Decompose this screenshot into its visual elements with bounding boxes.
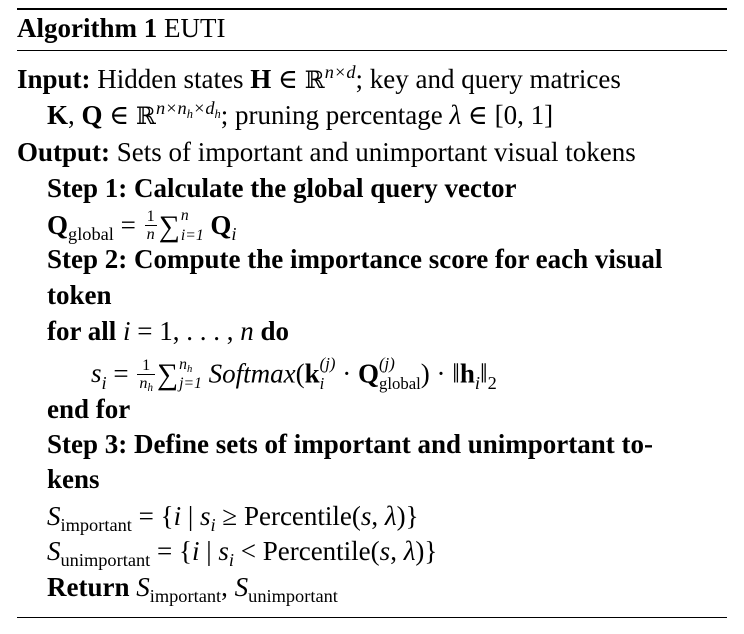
fraction-1-over-nh: $\frac{1}{n_h}$ [139,355,153,395]
important-subscript-2: important [149,586,222,607]
math-lambda: λ [449,100,462,130]
output-label: Output: [17,137,111,167]
output-line [17,136,636,168]
percentile-text-1: Percentile [243,501,352,531]
step2-title-2 [47,279,112,311]
math-KQ: K [47,100,69,130]
step3-title-1 [47,428,653,460]
return-keyword: Return [47,572,130,602]
header-rule [17,50,727,51]
end-for-line [47,393,130,425]
bottom-rule [17,617,727,618]
input-label: Input: [17,64,91,94]
algorithm-caption [17,12,225,44]
input-text-1: Hidden states [97,64,244,94]
end-for-keyword: end for [47,394,131,424]
global-subscript-1: global [68,224,114,245]
for-line: for all i = 1, . . . , n do [47,316,290,346]
step2-title-1 [47,243,662,275]
math-reals: ℝ [304,66,325,94]
step1-title [47,172,516,204]
input-line-2: K, Q ∈ ℝ$^{n\times n_h\times d_h}$; pruning percentage λ ∈ [0, 1] [47,97,554,130]
math-H: H [250,64,272,94]
unimportant-subscript-2: unimportant [248,586,338,607]
top-rule [17,8,727,10]
return-line: Return $S_{important}$, $S_{unimportant}$ [47,572,338,607]
do-keyword: do [260,316,290,346]
step2-label-a: Step 2: Compute the importance score for each visual [47,244,663,274]
important-subscript-1: important [60,515,132,536]
unimportant-set: $S_{unimportant} = \{i$ | $s_i$ < Percentile(s, λ)} [47,536,438,571]
fraction-1-over-n: $\frac{1}{n}$ [146,207,155,244]
algorithm-label: Algorithm 1 [17,13,158,43]
math-dims-2: n×nh×dh [155,97,221,122]
important-set: $S_{important} = \{i$ | $s_i$ ≥ Percentile(s, λ)} [47,501,419,536]
input-text-2: ; key and query matrices [355,64,621,94]
step3-title-2 [47,463,100,495]
softmax-text: Softmax [208,358,296,389]
output-text: Sets of important and unimportant visual tokens [116,137,636,167]
step1-label: Step 1: Calculate the global query vector [47,173,517,203]
input-line-1: Input: Hidden states H ∈ ℝ$^{n\times d}$; key and query matrices [17,61,621,94]
step1-formula: $Q_{global}$ = $\frac{1}{n}$ ∑ n i=1 $Q_i$ [47,207,237,245]
unimportant-subscript-1: unimportant [60,550,151,571]
step2-label-b: token [47,280,112,310]
math-dims: n×d [324,61,356,82]
score-formula: $s_i$ = $\frac{1}{n_h}$ ∑ $n_h$ j=1 Softmax(k (j) i · Q (j) global ) · $‖h_i‖_2$ [91,354,497,395]
step3-label-a: Step 3: Define sets of important and unimportant to- [47,429,653,459]
percentile-text-2: Percentile [262,536,371,566]
global-subscript-2: global [378,374,421,394]
input-text-3: ; pruning percentage [220,100,443,130]
algorithm-name: EUTI [163,13,226,43]
step3-label-b: kens [47,464,100,494]
for-keyword: for all [47,316,117,346]
